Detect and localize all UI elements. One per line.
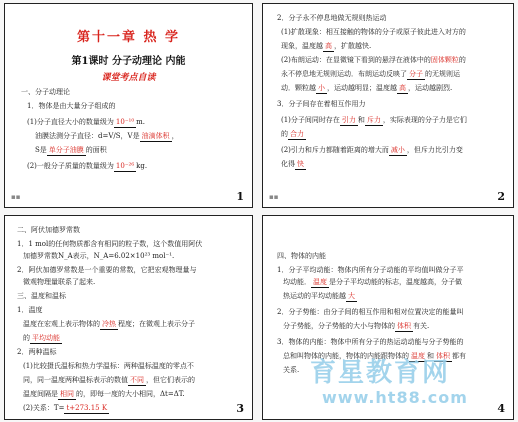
watermark-name: 育星教育网: [310, 358, 451, 388]
lesson-subtitle: 课堂考点自读: [101, 73, 156, 83]
text-line: (1)比较摄氏温标和热力学温标：两种温标温度的零点不: [23, 362, 194, 370]
text-line: 2．阿伏加德罗常数是一个重要的常数，它把宏观物理量与: [17, 266, 197, 274]
text-line: 二、阿伏加德罗常数: [17, 226, 80, 234]
footer-mark: ▪▪: [269, 193, 279, 201]
text-line: (2)关系：T= t+273.15 K: [23, 404, 108, 412]
slide-1[interactable]: [4, 3, 253, 208]
text-line: 2．分子势能：由分子间的相互作用和相对位置决定的能量叫: [277, 308, 464, 316]
text-line: 化得 快: [281, 160, 304, 168]
text-line: 均动能． 温度 是分子平均动能的标志，温度越高，分子做: [283, 278, 462, 286]
text-line: 三、温度和温标: [17, 292, 66, 300]
page-number: 1: [236, 190, 244, 203]
watermark: [300, 352, 515, 412]
page-number: 3: [236, 402, 244, 415]
text-line: (2)布朗运动：在显微镜下看到的悬浮在液体中的固体颗粒的: [281, 56, 466, 64]
text-line: (1)扩散现象：相互接触的物体的分子或原子彼此进入对方的: [281, 28, 466, 36]
text-line: 微观物理量联系了起来.: [23, 278, 96, 286]
text-line: 动．颗粒越 小 ，运动越明显；温度越 高 ，运动越剧烈.: [281, 84, 453, 92]
page-number: 4: [497, 402, 505, 415]
slide-2[interactable]: [262, 3, 514, 208]
text-line: 的 合力: [281, 130, 304, 138]
text-line: 温度在宏观上表示物体的 冷热 程度；在微观上表示分子: [23, 320, 195, 328]
text-line: S是 单分子油膜 的面积: [35, 146, 107, 154]
text-line: 3．物体的内能：物体中所有分子的热运动动能与分子势能的: [277, 338, 464, 346]
text-line: 3．分子间存在着相互作用力: [277, 100, 366, 108]
page-number: 2: [497, 190, 505, 203]
text-line: 热运动的平均动能越 大: [283, 292, 355, 300]
watermark-url: www.ht88.com: [322, 388, 468, 407]
text-line: 永不停息地无规则运动．布朗运动反映了 分子 的无规则运: [281, 70, 460, 78]
heading-kinetic-theory: 一、分子动理论: [21, 88, 70, 96]
text-line: 现象，温度越 高 ，扩散越快.: [281, 42, 372, 50]
text-line: 分子势能，分子势能的大小与物体的 体积 有关.: [283, 322, 430, 330]
text-line: 1．1 mol的任何物质都含有相同的粒子数，这个数值用阿伏: [17, 240, 203, 248]
text-line: 油膜法测分子直径：d=V/S，V是 油滴体积 ，: [35, 132, 179, 140]
text-line: 总和叫物体的内能，物体的内能跟物体的 温度 和 体积 都有: [283, 352, 466, 360]
text-line: 同，同一温度两种温标表示的数值 不同 ，但它们表示的: [23, 376, 195, 384]
text-line: 2．两种温标: [17, 348, 57, 356]
text-line: 1．分子平均动能：物体内所有分子动能的平均值叫做分子平: [277, 266, 464, 274]
chapter-title: 第十一章 热 学: [76, 30, 181, 45]
text-line: (1)分子直径大小的数量级为 10⁻¹⁰ m.: [27, 118, 146, 126]
text-line: 温度间隔是 相同 的，即每一度的大小相同，Δt=ΔT.: [23, 390, 185, 398]
footer-mark: ▪▪: [11, 193, 21, 201]
point-molecules: 1．物体是由大量分子组成的: [27, 102, 116, 110]
text-line: 1．温度: [17, 306, 43, 314]
text-line: 加德罗常数N_A表示，N_A=6.02×10²³ mol⁻¹.: [23, 252, 175, 260]
text-line: (2)一般分子质量的数量级为 10⁻²⁶ kg.: [27, 162, 148, 170]
text-line: 关系.: [283, 366, 300, 374]
text-line: 四、物体的内能: [277, 252, 326, 260]
slide-3[interactable]: [4, 215, 253, 420]
lesson-title: 第1课时 分子动理论 内能: [71, 56, 186, 67]
text-line: (2)引力和斥力都随着距离的增大而 减小 ，但斥力比引力变: [281, 146, 463, 154]
text-line: 的 平均动能: [23, 334, 60, 342]
text-line: 2．分子永不停息地做无规则热运动: [277, 14, 387, 22]
text-line: (1)分子间同时存在 引力 和 斥力 ，实际表现的分子力是它们: [281, 116, 467, 124]
